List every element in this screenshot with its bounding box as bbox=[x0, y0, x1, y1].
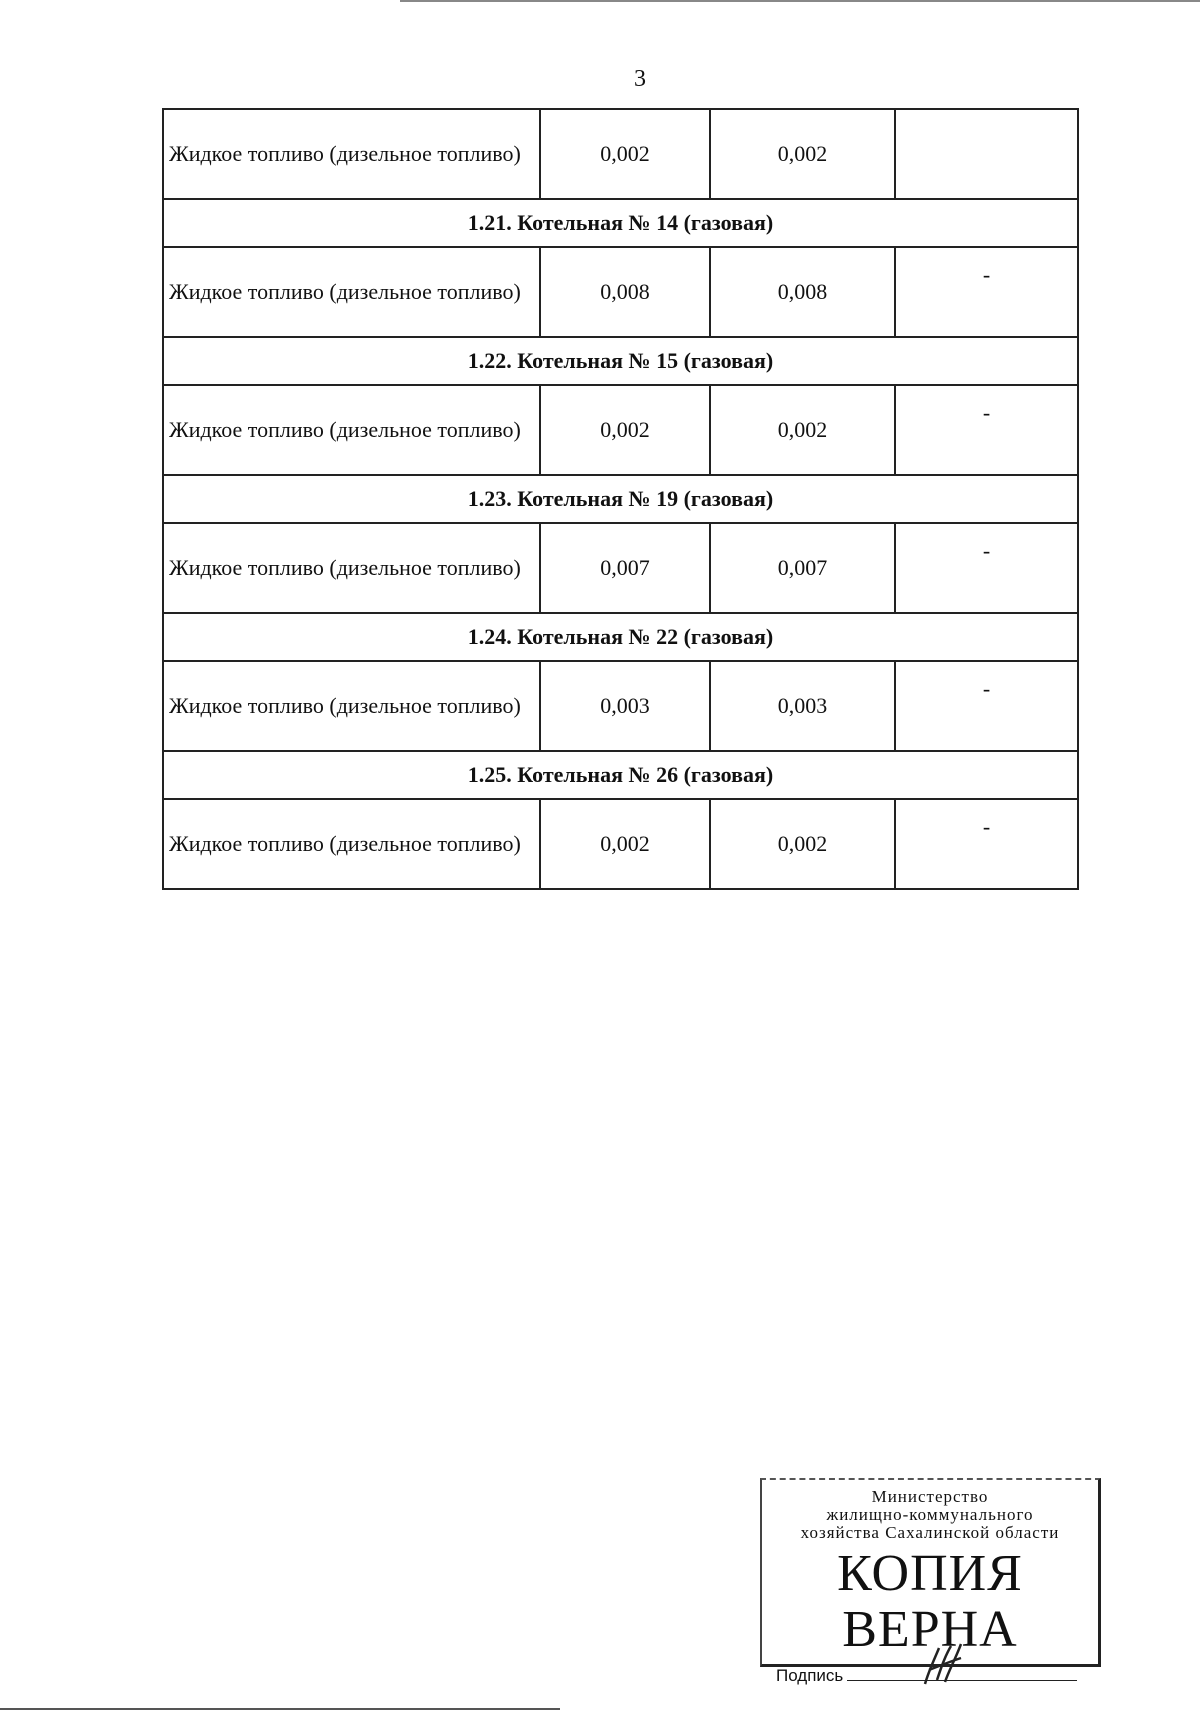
section-header-row bbox=[163, 475, 1078, 523]
fuel-name-cell: Жидкое топливо (дизельное топливо) bbox=[163, 109, 540, 199]
section-header-row bbox=[163, 337, 1078, 385]
value-cell-1: 0,003 bbox=[540, 661, 710, 751]
value-cell-2: 0,002 bbox=[710, 385, 895, 475]
section-title: 1.21. Котельная № 14 (газовая) bbox=[163, 199, 1078, 247]
value-cell-1: 0,002 bbox=[540, 799, 710, 889]
top-scan-line bbox=[400, 0, 1200, 2]
fuel-name-cell: Жидкое топливо (дизельное топливо) bbox=[163, 385, 540, 475]
stamp-copy-true-text: КОПИЯ ВЕРНА bbox=[837, 1545, 1023, 1658]
table-row bbox=[163, 523, 1078, 613]
section-title: 1.24. Котельная № 22 (газовая) bbox=[163, 613, 1078, 661]
copy-certified-stamp bbox=[760, 1478, 1101, 1685]
value-cell-2: 0,007 bbox=[710, 523, 895, 613]
table-row bbox=[163, 661, 1078, 751]
stamp-ministry-line: Министерство bbox=[871, 1487, 989, 1506]
fuel-name-cell: Жидкое топливо (дизельное топливо) bbox=[163, 523, 540, 613]
value-cell-1: 0,002 bbox=[540, 385, 710, 475]
bottom-scan-line bbox=[0, 1708, 560, 1710]
page-number: 3 bbox=[634, 66, 646, 92]
table-row bbox=[163, 799, 1078, 889]
value-cell-1: 0,008 bbox=[540, 247, 710, 337]
value-cell-3: - bbox=[895, 523, 1078, 613]
value-cell-3: - bbox=[895, 799, 1078, 889]
value-cell-2: 0,008 bbox=[710, 247, 895, 337]
section-header-row bbox=[163, 199, 1078, 247]
table-row bbox=[163, 247, 1078, 337]
signature-label: Подпись bbox=[776, 1666, 844, 1685]
stamp-ministry-line-3: хозяйства Сахалинской области bbox=[800, 1523, 1060, 1542]
section-header-row bbox=[163, 613, 1078, 661]
section-title: 1.25. Котельная № 26 (газовая) bbox=[163, 751, 1078, 799]
value-cell-1: 0,002 bbox=[540, 109, 710, 199]
stamp-signature-row bbox=[776, 1666, 1098, 1686]
value-cell-3: - bbox=[895, 661, 1078, 751]
handwritten-signature bbox=[915, 1640, 975, 1690]
value-cell-3 bbox=[895, 109, 1078, 199]
value-cell-3: - bbox=[895, 385, 1078, 475]
fuel-name-cell: Жидкое топливо (дизельное топливо) bbox=[163, 247, 540, 337]
value-cell-2: 0,003 bbox=[710, 661, 895, 751]
table-row bbox=[163, 109, 1078, 199]
fuel-name-cell: Жидкое топливо (дизельное топливо) bbox=[163, 661, 540, 751]
value-cell-2: 0,002 bbox=[710, 109, 895, 199]
table-row bbox=[163, 385, 1078, 475]
section-header-row bbox=[163, 751, 1078, 799]
value-cell-2: 0,002 bbox=[710, 799, 895, 889]
section-title: 1.22. Котельная № 15 (газовая) bbox=[163, 337, 1078, 385]
stamp-ministry-line-2: жилищно-коммунального bbox=[826, 1505, 1034, 1524]
fuel-table-wrapper bbox=[162, 108, 1077, 890]
fuel-name-cell: Жидкое топливо (дизельное топливо) bbox=[163, 799, 540, 889]
section-title: 1.23. Котельная № 19 (газовая) bbox=[163, 475, 1078, 523]
table-body bbox=[163, 109, 1078, 889]
fuel-reserve-table bbox=[162, 108, 1079, 890]
value-cell-1: 0,007 bbox=[540, 523, 710, 613]
value-cell-3: - bbox=[895, 247, 1078, 337]
signature-line bbox=[847, 1680, 1077, 1681]
